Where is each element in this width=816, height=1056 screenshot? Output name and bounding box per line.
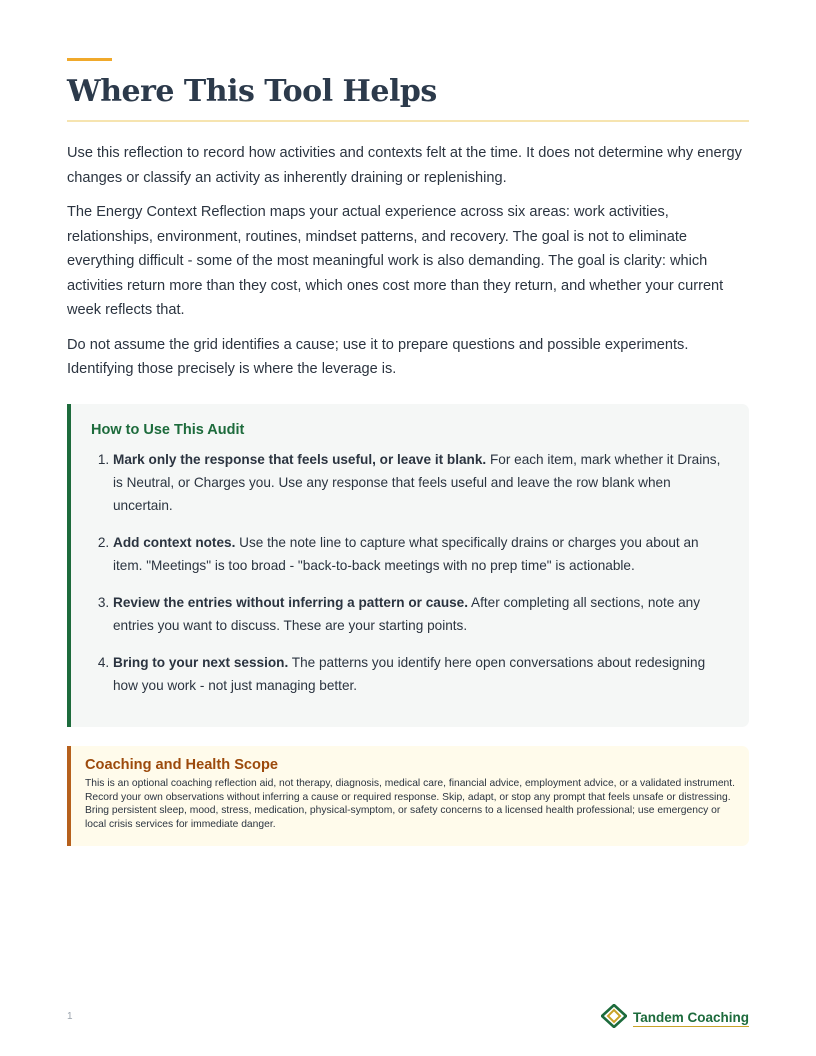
brand-name: Tandem Coaching xyxy=(632,1009,749,1025)
how-to-use-callout xyxy=(67,404,749,727)
step-heading: Bring to your next session. xyxy=(113,655,289,670)
step-heading: Add context notes. xyxy=(113,535,236,550)
health-scope-text: This is an optional coaching reflection aid, not therapy, diagnosis, medical care, financial advice, employment advice, or a validated instrument. Record your own observations without inferring a cause or required response. Skip, adapt, or stop any prompt that feels unsafe or distressing. Bring persistent sleep, mood, stress, medication, physical-symptom, or safety concerns to a licensed health professional; use emergency or local crisis services for immediate danger. xyxy=(85,778,736,831)
intro-section xyxy=(67,141,749,392)
intro-paragraph-2: The Energy Context Reflection maps your actual experience across six areas: work activities, relationships, environment, routines, mindset patterns, and recovery. The goal is not to eliminate everything difficult - some of the most meaningful work is also demanding. The goal is clarity: which activities return more than they cost, which ones cost more than they return, and whether your current week reflects that. xyxy=(67,204,724,318)
title-accent-bar xyxy=(67,58,112,61)
brand-footer xyxy=(601,1004,749,1033)
step-heading: Mark only the response that feels useful, or leave it blank. xyxy=(113,452,487,467)
step-heading: Review the entries without inferring a pattern or cause. xyxy=(113,595,469,610)
step-text: Use the note line to capture what specifically drains or charges you about an item. "Meetings" is too broad - "back-to-back meetings with no prep time" is actionable. xyxy=(113,535,699,573)
health-scope-callout xyxy=(67,746,749,846)
page-number: 1 xyxy=(67,1011,73,1022)
step-text: The patterns you identify here open conversations about redesigning how you work - not just managing better. xyxy=(113,655,706,693)
title-divider xyxy=(67,120,749,122)
diamond-logo-icon xyxy=(601,1004,627,1033)
health-scope-title: Coaching and Health Scope xyxy=(85,757,278,773)
how-to-use-steps xyxy=(91,448,725,697)
step-text: For each item, mark whether it Drains, is Neutral, or Charges you. Use any response that feels useful and leave the row blank when uncertain. xyxy=(113,452,721,513)
intro-paragraph-1: Use this reflection to record how activities and contexts felt at the time. It does not determine why energy changes or classify an activity as inherently draining or replenishing. xyxy=(67,145,742,186)
step-item xyxy=(113,448,725,517)
how-to-use-title: How to Use This Audit xyxy=(91,422,245,438)
page-title: Where This Tool Helps xyxy=(67,74,437,109)
intro-paragraph-3: Do not assume the grid identifies a cause; use it to prepare questions and possible experiments. Identifying those precisely is where the leverage is. xyxy=(67,336,689,377)
step-text: After completing all sections, note any entries you want to discuss. These are your starting points. xyxy=(113,595,701,633)
step-item xyxy=(113,591,725,637)
step-item xyxy=(113,531,725,577)
step-item xyxy=(113,651,725,697)
